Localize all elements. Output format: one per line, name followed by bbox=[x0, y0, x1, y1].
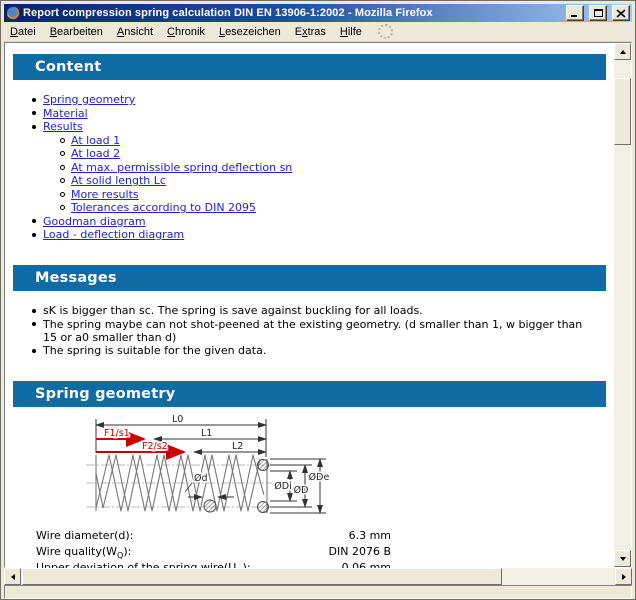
menu-item-ansicht[interactable]: Ansicht bbox=[116, 25, 154, 38]
message-item: sK is bigger than sc. The spring is save against buckling for all loads. bbox=[43, 304, 591, 317]
force-arrows bbox=[96, 439, 184, 452]
statusbar bbox=[4, 585, 632, 599]
throbber-icon bbox=[378, 24, 393, 39]
link-load-deflection-diagram[interactable]: Load - deflection diagram bbox=[43, 228, 185, 241]
link-at-solid-length-lc[interactable]: At solid length Lc bbox=[71, 174, 166, 187]
wire-cross-sections bbox=[204, 460, 269, 513]
label-F1-s1: F1/s1 bbox=[104, 428, 130, 439]
menubar-items bbox=[10, 26, 362, 38]
link-tolerances-according-to-din-2095[interactable]: Tolerances according to DIN 2095 bbox=[71, 201, 257, 214]
label-L1: L1 bbox=[201, 428, 213, 439]
label-outer-diameter: ØDe bbox=[308, 472, 330, 483]
horizontal-scroll-track[interactable] bbox=[21, 568, 615, 585]
scroll-up-button[interactable] bbox=[614, 43, 631, 60]
menu-item-datei[interactable]: Datei bbox=[10, 25, 36, 38]
titlebar[interactable] bbox=[4, 4, 632, 22]
messages-list bbox=[5, 304, 591, 357]
geometry-row-value: 6.3 mm bbox=[348, 529, 391, 542]
left-arrow-icon bbox=[11, 574, 15, 580]
vertical-scroll-track[interactable] bbox=[614, 60, 631, 550]
section-header-content: Content bbox=[13, 54, 606, 80]
section-header-messages: Messages bbox=[13, 265, 606, 291]
content-list-item bbox=[71, 201, 614, 214]
spring-diagram bbox=[86, 413, 336, 525]
link-more-results[interactable]: More results bbox=[71, 187, 139, 201]
spring-coils bbox=[96, 455, 267, 513]
label-mean-diameter: ØD bbox=[293, 485, 309, 496]
link-at-load-1[interactable]: At load 1 bbox=[71, 133, 121, 147]
menubar bbox=[4, 22, 632, 42]
message-item: The spring is suitable for the given data. bbox=[43, 344, 591, 357]
scroll-right-button[interactable] bbox=[615, 568, 632, 585]
content-list-item bbox=[71, 161, 614, 174]
maximize-button[interactable] bbox=[589, 5, 607, 21]
diagram-labels bbox=[104, 414, 329, 496]
geometry-row-label: Wire diameter(d): bbox=[36, 529, 134, 542]
menu-item-chronik[interactable]: Chronik bbox=[167, 25, 205, 38]
down-arrow-icon bbox=[620, 557, 626, 561]
menu-item-hilfe[interactable]: Hilfe bbox=[339, 25, 362, 38]
vertical-scroll-thumb[interactable] bbox=[614, 78, 631, 145]
content-list-item bbox=[71, 134, 614, 147]
menu-item-lesezeichen[interactable]: Lesezeichen bbox=[218, 25, 281, 38]
window-title: Report compression spring calculation DIN EN 13906-1:2002 - Mozilla Firefox bbox=[23, 7, 433, 19]
message-item: The spring maybe can not shot-peened at the existing geometry. (d smaller than 1, w bigger than 15 or a0 smaller than d) bbox=[43, 318, 591, 344]
content-list-item bbox=[43, 228, 614, 241]
content-list-item bbox=[71, 147, 614, 160]
section-header-spring-geometry: Spring geometry bbox=[13, 381, 606, 407]
scroll-left-button[interactable] bbox=[4, 568, 21, 585]
content-list-item bbox=[43, 107, 614, 120]
label-inner-diameter: ØDi bbox=[274, 481, 292, 492]
horizontal-scrollbar[interactable] bbox=[4, 568, 632, 585]
wire-diameter-dimension bbox=[185, 483, 234, 497]
menu-item-bearbeiten[interactable]: Bearbeiten bbox=[49, 25, 103, 38]
menu-item-extras[interactable]: Extras bbox=[294, 25, 326, 38]
geometry-row-label: Wire $quality(W_Q)$: bbox=[36, 545, 132, 561]
link-spring-geometry[interactable]: Spring geometry bbox=[43, 93, 136, 106]
page bbox=[5, 43, 614, 567]
link-results[interactable]: Results bbox=[43, 120, 83, 133]
geometry-row bbox=[36, 528, 614, 544]
label-F2-s2: F2/s2 bbox=[142, 441, 168, 452]
horizontal-scroll-thumb[interactable] bbox=[22, 568, 502, 585]
link-goodman-diagram[interactable]: Goodman diagram bbox=[43, 214, 146, 228]
minimize-button[interactable] bbox=[566, 5, 584, 21]
up-arrow-icon bbox=[620, 50, 626, 54]
content-list-item bbox=[43, 215, 614, 228]
content-list-item bbox=[43, 93, 614, 106]
label-L2: L2 bbox=[232, 441, 244, 452]
content-viewport bbox=[4, 42, 632, 568]
right-arrow-icon bbox=[622, 574, 626, 580]
content-list-item bbox=[71, 174, 614, 187]
link-at-load-2[interactable]: At load 2 bbox=[71, 147, 121, 160]
firefox-icon bbox=[6, 6, 20, 20]
link-at-max-permissible-spring-deflection-sn[interactable]: At max. permissible spring deflection sn bbox=[71, 160, 293, 174]
content-list-item bbox=[43, 120, 614, 133]
vertical-scrollbar[interactable] bbox=[614, 43, 631, 567]
geometry-row-value: DIN 2076 B bbox=[328, 545, 391, 558]
label-wire-diameter: Ød bbox=[194, 473, 208, 484]
link-material[interactable]: Material bbox=[43, 106, 88, 120]
label-L0: L0 bbox=[172, 414, 184, 425]
close-button[interactable] bbox=[612, 5, 630, 21]
scroll-down-button[interactable] bbox=[614, 550, 631, 567]
geometry-row bbox=[36, 544, 614, 560]
content-list bbox=[5, 93, 614, 241]
content-list-item bbox=[71, 188, 614, 201]
